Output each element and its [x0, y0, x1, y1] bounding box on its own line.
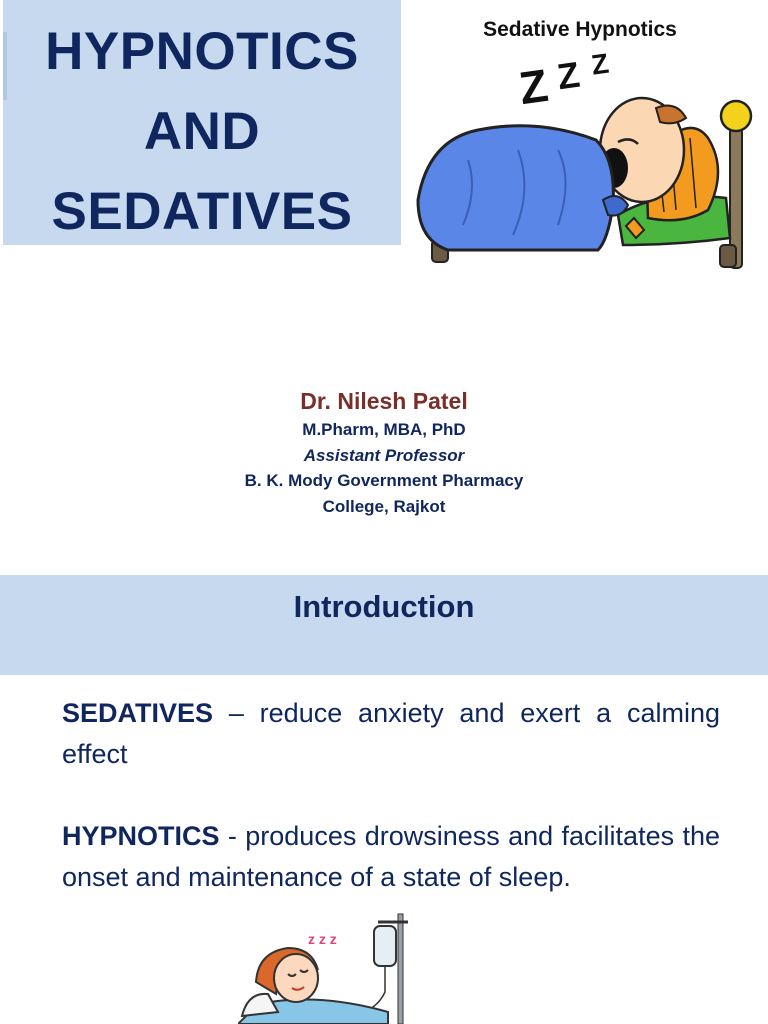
definition-term-sedatives: SEDATIVES: [62, 698, 214, 728]
title-line-2: AND: [143, 102, 261, 161]
author-institution-line-2: College, Rajkot: [322, 496, 446, 516]
svg-text:Z: Z: [516, 58, 552, 115]
title-panel: [3, 0, 401, 245]
definition-term-hypnotics: HYPNOTICS: [62, 821, 220, 851]
definition-sedatives: [62, 693, 720, 775]
definition-hypnotics: [62, 816, 720, 898]
author-institution-line-1: B. K. Mody Government Pharmacy: [244, 471, 524, 490]
introduction-heading: Introduction: [293, 589, 475, 624]
illustration-caption: Sedative Hypnotics: [483, 18, 677, 41]
svg-text:Z: Z: [554, 53, 583, 98]
page-title: [3, 12, 401, 252]
svg-text:z z z: z z z: [308, 931, 337, 947]
sleeping-patient-icon: [238, 912, 418, 1024]
introduction-header-band: [0, 575, 768, 675]
sleeping-person-icon: [408, 40, 764, 275]
definition-text-hypnotics: - produces drowsiness and facilitates the onset and maintenance of a state of sleep.: [62, 821, 720, 892]
author-name: Dr. Nilesh Patel: [300, 388, 468, 414]
author-position: Assistant Professor: [303, 445, 465, 465]
svg-text:Z: Z: [589, 47, 611, 81]
author-block: [0, 385, 768, 519]
title-line-1: HYPNOTICS: [45, 22, 359, 81]
title-line-3: SEDATIVES: [51, 182, 353, 241]
definition-text-sedatives: – reduce anxiety and exert a calming effect: [62, 698, 720, 769]
author-degrees: M.Pharm, MBA, PhD: [302, 420, 466, 439]
